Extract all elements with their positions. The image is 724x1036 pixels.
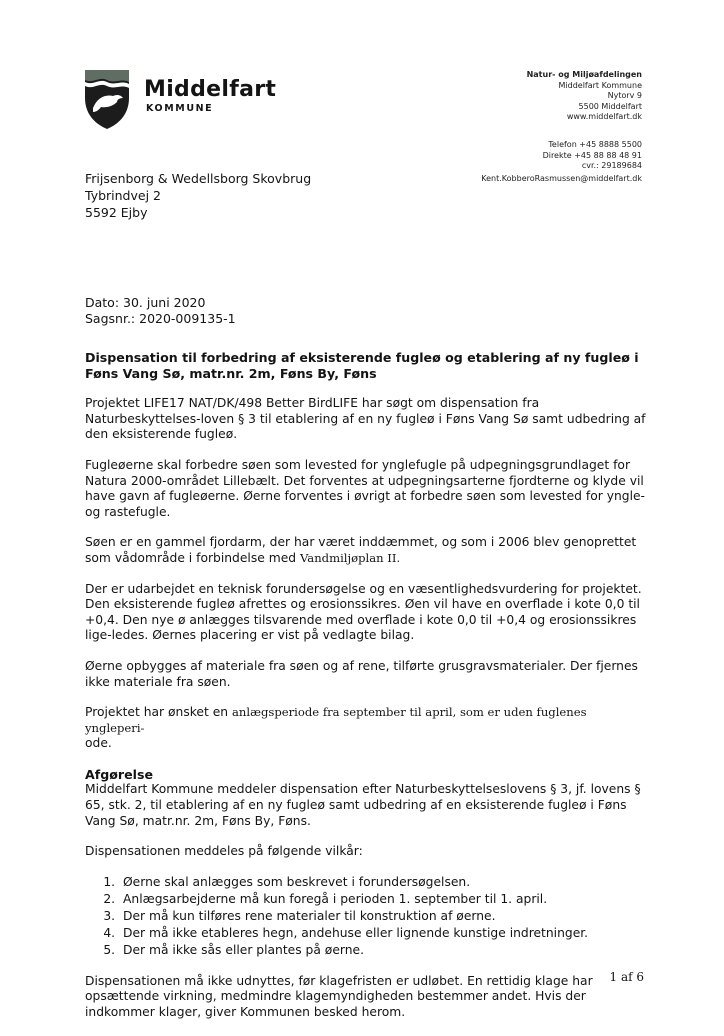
decision-text: Middelfart Kommune meddeler dispensation efter Naturbeskyttelseslovens § 3, jf. lovens § 65, stk. 2, til etablering af en ny fugleø samt udbedring af en eksisterende fugleø i Føns Vang Sø, matr.nr. 2m, Føns By, Føns.	[85, 782, 641, 828]
recipient-line: Tybrindvej 2	[85, 188, 161, 203]
sender-line: Middelfart Kommune	[558, 80, 642, 90]
condition-item: 1. Øerne skal anlægges som beskrevet i forundersøgelsen.	[119, 875, 647, 891]
sender-line: 5500 Middelfart	[578, 101, 642, 111]
letter-meta	[85, 295, 236, 327]
paragraph: Projektet LIFE17 NAT/DK/498 Better BirdLIFE har søgt om dispensation fra Naturbeskyttelses-loven § 3 til etablering af en ny fugleø i Føns Vang Sø samt udbedring af den eksisterende fugleø.	[85, 396, 646, 442]
sender-email: Kent.KobberoRasmussen@middelfart.dk	[481, 174, 642, 183]
paragraph	[85, 705, 647, 752]
paragraph-text: ode.	[85, 736, 112, 751]
decision-heading: Afgørelse	[85, 766, 153, 782]
condition-item: 5. Der må ikke sås eller plantes på øerne.	[119, 943, 647, 959]
department-name: Natur- og Miljøafdelingen	[526, 70, 642, 79]
conditions-intro: Dispensationen meddeles på følgende vilkår:	[85, 844, 363, 859]
municipality-subtitle: KOMMUNE	[146, 103, 214, 114]
paragraph-text: Søen er en gammel fjordarm, der har været inddæmmet, og som i 2006 blev genoprettet som vådområde i forbindelse med	[85, 535, 637, 565]
direct-phone: Direkte +45 88 88 48 91	[542, 150, 642, 160]
phone: Telefon +45 8888 5500	[548, 140, 642, 149]
case-number: Sagsnr.: 2020-009135-1	[85, 311, 236, 326]
middelfart-shield-logo	[83, 68, 131, 130]
closing-paragraph: Dispensationen må ikke udnyttes, før klagefristen er udløbet. En rettidig klage har opsættende virkning, medmindre klagemyndigheden bestemmer andet. Hvis der indkommer klager, giver Kommunen besked herom.	[85, 973, 593, 1019]
paragraph	[85, 535, 647, 566]
letter-date: Dato: 30. juni 2020	[85, 295, 206, 310]
paragraph: Øerne opbygges af materiale fra søen og af rene, tilførte grusgravsmaterialer. Der fjernes ikke materiale fra søen.	[85, 658, 638, 689]
paragraph: Fugleøerne skal forbedre søen som levested for ynglefugle på udpegningsgrundlaget for Natura 2000-området Lillebælt. Det forventes at udpegningsarterne fjordterne og klyde vil have gavn af fugleøerne. Øerne forventes i øvrigt at forbedre søen som levested for yngle- og rastefugle.	[85, 457, 645, 519]
page-number: 1 af 6	[609, 970, 644, 984]
paragraph-text: Vandmiljøplan II.	[300, 550, 401, 565]
sender-line: Nytorv 9	[607, 91, 642, 100]
cvr-number: cvr.: 29189684	[581, 161, 642, 170]
recipient-address	[85, 170, 311, 221]
municipality-name: Middelfart	[144, 77, 277, 102]
sender-website: www.middelfart.dk	[566, 112, 642, 121]
paragraph-text: Projektet har ønsket en	[85, 705, 232, 720]
recipient-line: Frijsenborg & Wedellsborg Skovbrug	[85, 171, 312, 186]
letter-body	[85, 350, 647, 1036]
recipient-line: 5592 Ejby	[85, 205, 148, 220]
letter-title: Dispensation til forbedring af eksisterende fugleø og etablering af ny fugleø i Føns Vang Sø, matr.nr. 2m, Føns By, Føns	[85, 350, 639, 381]
condition-item: 2. Anlægsarbejderne må kun foregå i perioden 1. september til 1. april.	[119, 892, 647, 908]
sender-address	[527, 70, 642, 123]
condition-item: 3. Der må kun tilføres rene materialer til konstruktion af øerne.	[119, 909, 647, 925]
paragraph-text: anlægsperiode fra september til april, som er uden fuglenes yngleperi-	[85, 705, 587, 735]
conditions-list	[85, 875, 647, 959]
condition-item: 4. Der må ikke etableres hegn, andehuse eller lignende kunstige indretninger.	[119, 926, 647, 942]
paragraph: Der er udarbejdet en teknisk forundersøgelse og en væsentlighedsvurdering for projektet. Den eksisterende fugleø afrettes og erosionssikres. Øen vil have en overflade i kote 0,0 til +0,4. Den nye ø anlægges tilsvarende med overflade i kote 0,0 til +0,4 og erosionssikres lige-ledes. Øernes placering er vist på vedlagte bilag.	[85, 581, 642, 643]
sender-contact	[543, 140, 642, 172]
